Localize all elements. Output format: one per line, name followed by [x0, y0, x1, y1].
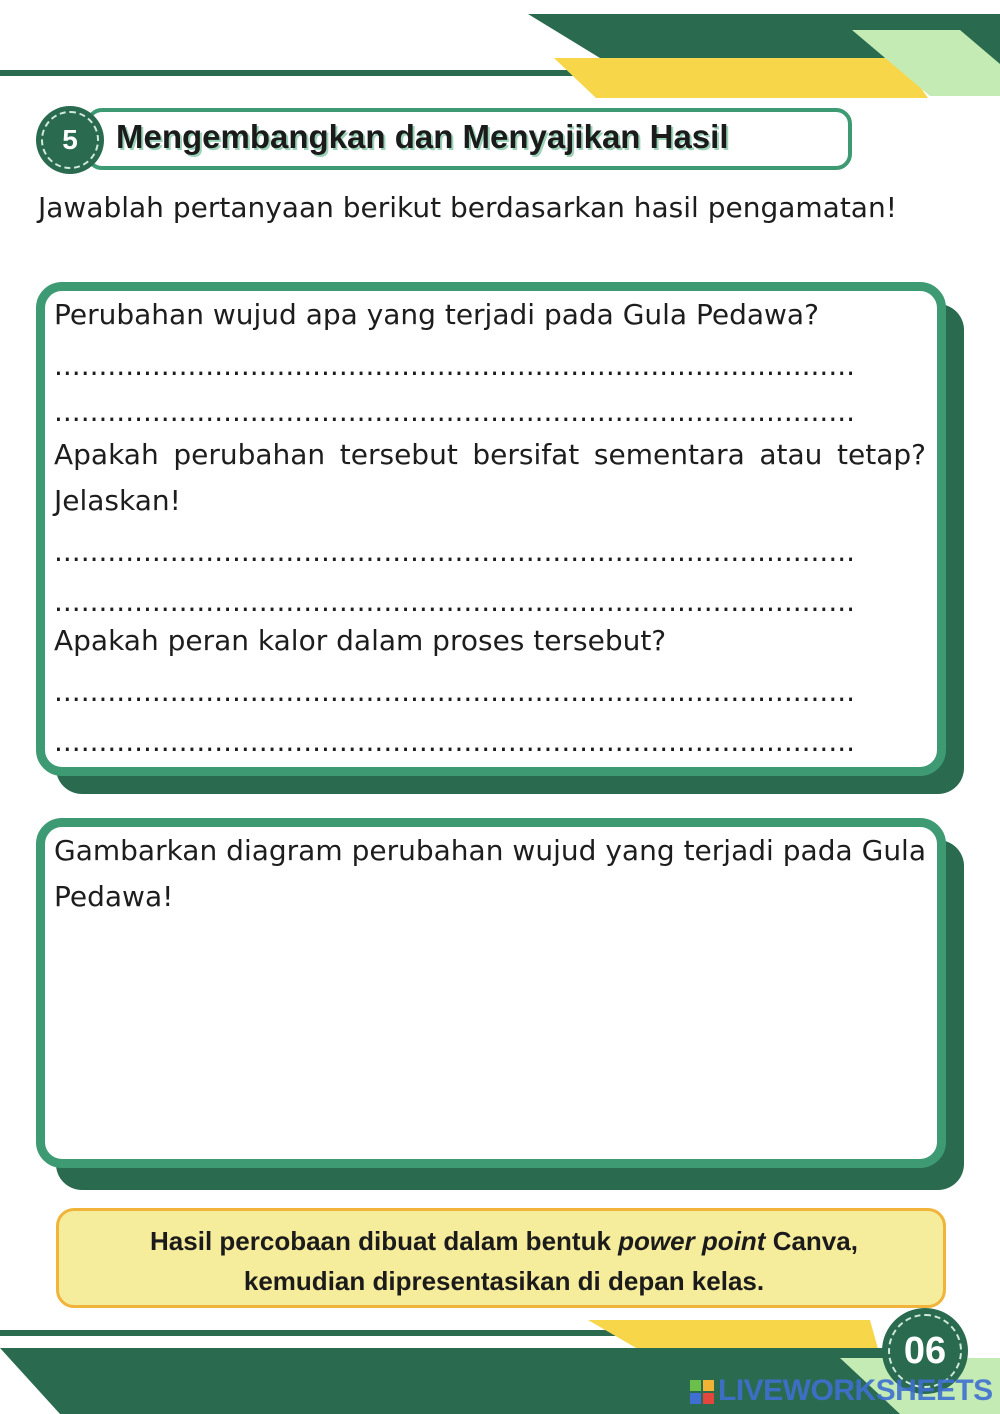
- note-line-2: kemudian dipresentasikan di depan kelas.: [243, 1266, 765, 1296]
- question-3-answer-line-1[interactable]: ..........................................................................................: [54, 678, 856, 706]
- question-3-text: Apakah peran kalor dalam proses tersebut?: [54, 624, 667, 657]
- note-box: [56, 1208, 946, 1308]
- watermark: [690, 1374, 993, 1408]
- note-part-1: Hasil percobaan dibuat dalam bentuk: [150, 1226, 619, 1256]
- note-part-2: Canva,: [765, 1226, 858, 1256]
- section-header: [36, 106, 860, 176]
- section-title: Mengembangkan dan Menyajikan Hasil: [116, 118, 729, 155]
- diagram-prompt: Gambarkan diagram perubahan wujud yang terjadi pada Gula Pedawa!: [54, 834, 926, 913]
- question-1-answer-line-2[interactable]: ..........................................................................................: [54, 398, 856, 426]
- page-number: 06: [903, 1330, 947, 1372]
- question-1-text: Perubahan wujud apa yang terjadi pada Gula Pedawa?: [54, 298, 819, 331]
- question-2-answer-line-2[interactable]: ..........................................................................................: [54, 588, 856, 616]
- liveworksheets-logo-icon: [690, 1380, 714, 1404]
- question-3-answer-line-2[interactable]: ..........................................................................................: [54, 728, 856, 756]
- watermark-text: LIVEWORKSHEETS: [718, 1374, 993, 1407]
- question-2-text: Apakah perubahan tersebut bersifat sementara atau tetap? Jelaskan!: [54, 438, 926, 517]
- section-number-badge: [36, 106, 104, 174]
- question-1-answer-line-1[interactable]: ..........................................................................................: [54, 352, 856, 380]
- header-decoration: [0, 0, 1000, 110]
- instruction-text: Jawablah pertanyaan berikut berdasarkan hasil pengamatan!: [38, 191, 897, 224]
- section-number: 5: [62, 124, 78, 155]
- question-2-answer-line-1[interactable]: ..........................................................................................: [54, 538, 856, 566]
- note-text: [59, 1221, 949, 1301]
- note-emphasis: power point: [618, 1226, 766, 1256]
